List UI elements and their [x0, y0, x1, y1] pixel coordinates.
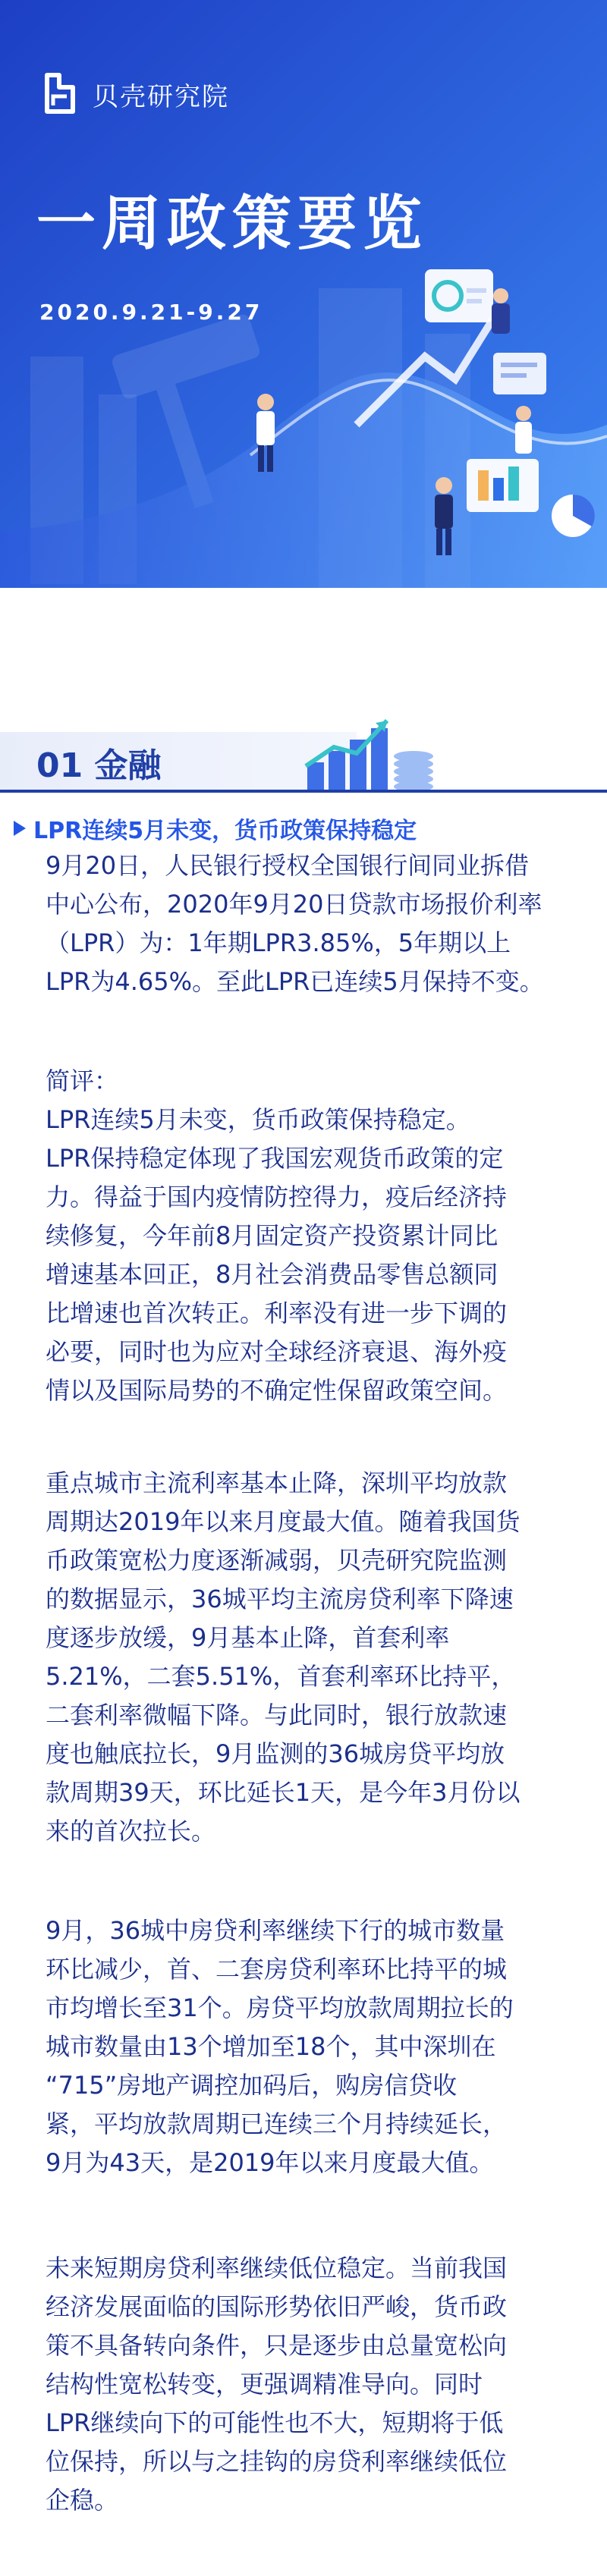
section-header — [0, 709, 607, 796]
hero-banner — [0, 0, 607, 588]
paragraph-4 — [46, 1912, 577, 2182]
text-line: 比增速也首次转正。利率没有进一步下调的 — [46, 1299, 508, 1327]
paragraph-3 — [46, 1464, 577, 1851]
text-line: 款周期39天，环比延长1天，是今年3月份以 — [46, 1778, 521, 1807]
text-line: “715”房地产调控加码后，购房信贷收 — [46, 2071, 458, 2100]
text-line: 来的首次拉长。 — [46, 1817, 216, 1846]
text-line: 5.21%，二套5.51%，首套利率环比持平， — [46, 1662, 516, 1691]
text-line: 经济发展面临的国际形势依旧严峻，货币政 — [46, 2292, 508, 2321]
coin-stack-chart-icon — [300, 709, 451, 794]
text-line: 重点城市主流利率基本止降，深圳平均放款 — [46, 1469, 508, 1497]
text-line: 未来短期房贷利率继续低位稳定。当前我国 — [46, 2254, 508, 2282]
comment-label: 简评： — [46, 1067, 119, 1095]
text-line: 策不具备转向条件，只是逐步由总量宽松向 — [46, 2331, 508, 2360]
article-headline — [14, 812, 417, 845]
text-line: 周期达2019年以来月度最大值。随着我国货 — [46, 1507, 521, 1536]
brand-name: 贝壳研究院 — [93, 81, 229, 112]
text-line: 紧，平均放款周期已连续三个月持续延长， — [46, 2109, 508, 2138]
text-line: 二套利率微幅下降。与此同时，银行放款速 — [46, 1701, 508, 1729]
text-line: （LPR）为：1年期LPR3.85%，5年期以上 — [46, 928, 511, 957]
text-line: 续修复，今年前8月固定资产投资累计同比 — [46, 1221, 498, 1250]
text-line: 环比减少，首、二套房贷利率环比持平的城 — [46, 1955, 508, 1984]
text-line: 必要，同时也为应对全球经济衰退、海外疫 — [46, 1337, 508, 1366]
text-line: LPR继续向下的可能性也不大，短期将于低 — [46, 2408, 504, 2437]
triangle-bullet-icon — [14, 821, 26, 836]
brand-logo — [36, 72, 229, 116]
text-line: 9月20日，人民银行授权全国银行间同业拆借 — [46, 851, 530, 880]
text-line: 结构性宽松转变，更强调精准导向。同时 — [46, 2370, 483, 2399]
text-line: 市均增长至31个。房贷平均放款周期拉长的 — [46, 1993, 514, 2022]
text-line: LPR保持稳定体现了我国宏观货币政策的定 — [46, 1144, 504, 1173]
text-line: 9月为43天，是2019年以来月度最大值。 — [46, 2148, 494, 2177]
text-line: 力。得益于国内疫情防控得力，疫后经济持 — [46, 1183, 508, 1211]
text-line: 度逐步放缓，9月基本止降，首套利率 — [46, 1623, 450, 1652]
date-range: 2020.9.21-9.27 — [39, 300, 263, 325]
text-line: 9月，36城中房贷利率继续下行的城市数量 — [46, 1916, 505, 1945]
comment-paragraph — [46, 1101, 577, 1410]
text-line: LPR为4.65%。至此LPR已连续5月保持不变。 — [46, 967, 544, 996]
headline-text: LPR连续5月未变，货币政策保持稳定 — [33, 818, 417, 844]
section-divider — [0, 790, 607, 793]
text-line: 中心公布，2020年9月20日贷款市场报价利率 — [46, 890, 543, 919]
text-line: 增速基本回正，8月社会消费品零售总额同 — [46, 1260, 498, 1289]
lead-paragraph — [46, 847, 577, 1001]
text-line: 的数据显示，36城平均主流房贷利率下降速 — [46, 1585, 514, 1613]
paragraph-5 — [46, 2249, 577, 2520]
text-line: LPR连续5月未变，货币政策保持稳定。 — [46, 1105, 470, 1134]
text-line: 度也触底拉长，9月监测的36城房贷平均放 — [46, 1739, 505, 1768]
text-line: 币政策宽松力度逐渐减弱，贝壳研究院监测 — [46, 1546, 508, 1575]
section-title: 01 金融 — [36, 746, 162, 785]
text-line: 企稳。 — [46, 2486, 119, 2515]
shell-logo-icon — [36, 72, 80, 116]
text-line: 城市数量由13个增加至18个，其中深圳在 — [46, 2032, 496, 2061]
page-title: 一周政策要览 — [36, 190, 429, 258]
text-line: 位保持，所以与之挂钩的房贷利率继续低位 — [46, 2447, 508, 2476]
text-line: 情以及国际局势的不确定性保留政策空间。 — [46, 1376, 508, 1405]
